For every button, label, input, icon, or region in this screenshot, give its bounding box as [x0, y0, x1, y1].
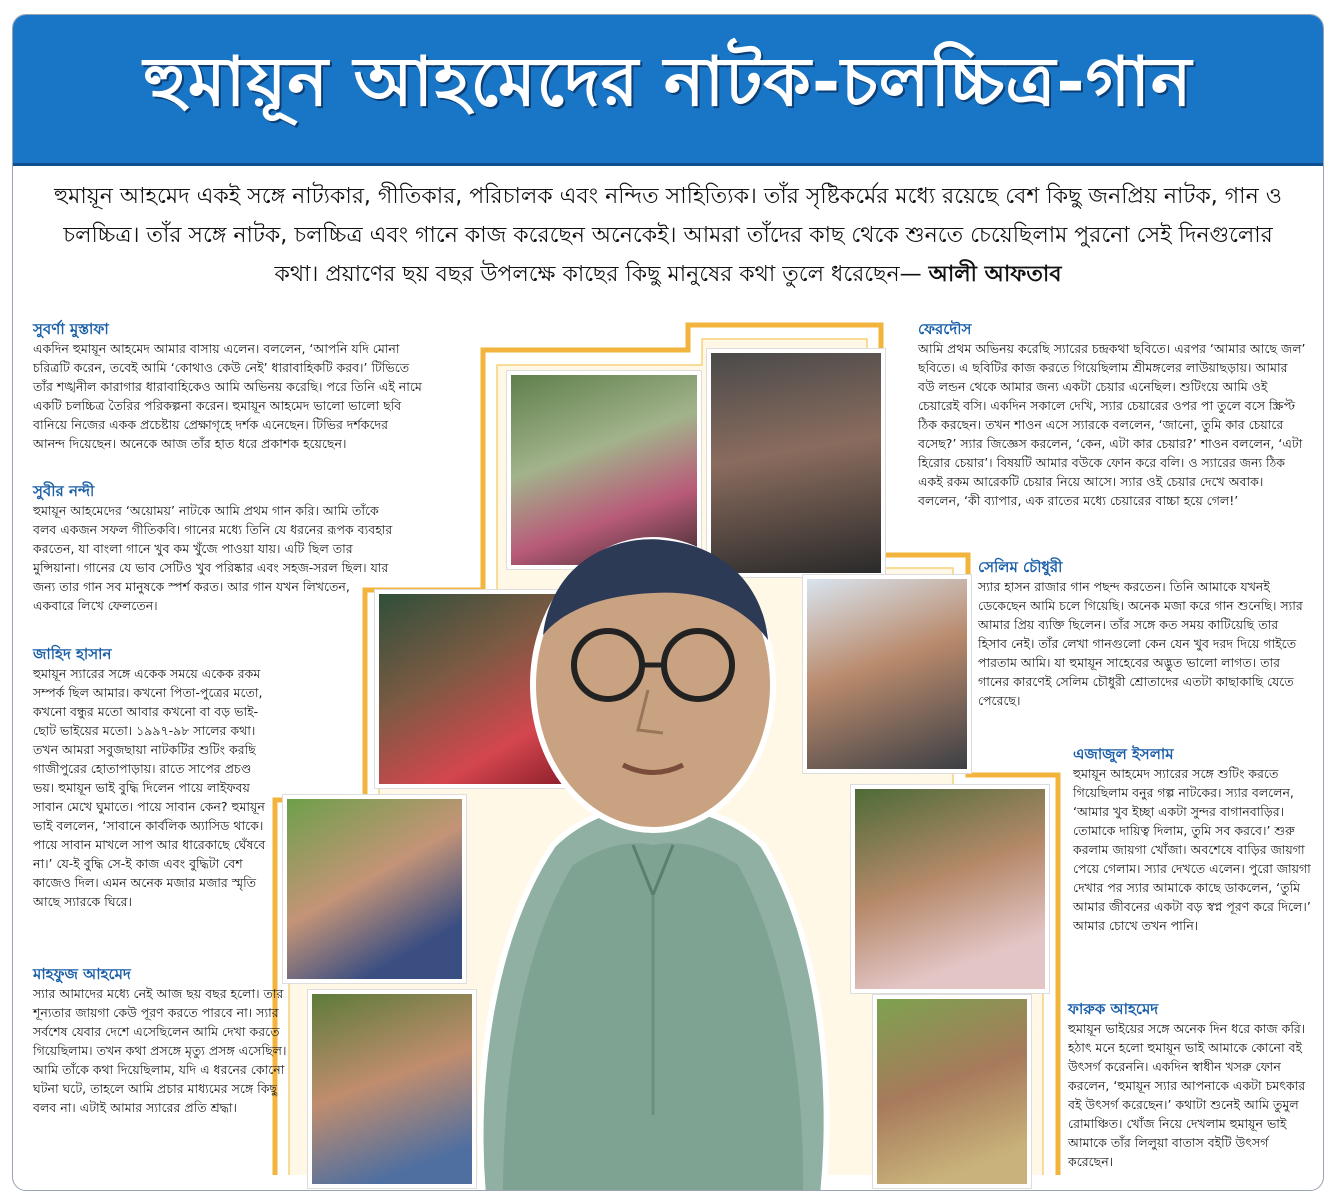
- quote-text: হুমায়ূন স্যারের সঙ্গে একেক সময়ে একেক রকম সম্পর্ক ছিল আমার। কখনো পিতা-পুত্রের মতো, কখনো বন্ধুর মতো আবার কখনো বা বড় ভাই-ছোট ভাইয়ের মতো। ১৯৯৭-৯৮ সালের কথা। তখন আমরা সবুজছায়া নাটকটির শুটিং করছি গাজীপুরের হোতাপাড়ায়। রাতে সাপের প্রচণ্ড ভয়। হুমায়ূন ভাই বুদ্ধি দিলেন পায়ে লাইফবয় সাবান মেখে ঘুমাতে। পায়ে সাবান কেন? হুমায়ূন ভাই বললেন, ‘সাবানে কার্বলিক অ্যাসিড থাকে। পায়ে সাবান মাখলে সাপ আর ধারেকাছে ঘেঁষবে না।’ যে-ই বুদ্ধি সে-ই কাজ এবং বুদ্ধিটা বেশ কাজেও দিল। এমন অনেক মজার মজার স্মৃতি আছে স্যারকে ঘিরে।: [33, 666, 266, 909]
- right-column-2: [978, 553, 1308, 714]
- left-column: [33, 315, 423, 457]
- intro-text: হুমায়ূন আহমেদ একই সঙ্গে নাট্যকার, গীতিকার, পরিচালক এবং নন্দিত সাহিত্যিক। তাঁর সৃষ্টিকর্মের মধ্যে রয়েছে বেশ কিছু জনপ্রিয় নাটক, গান ও চলচ্চিত্র। তাঁর সঙ্গে নাটক, চলচ্চিত্র এবং গানে কাজ করেছেন অনেকেই। আমরা তাঁদের কাছ থেকে শুনতে চেয়েছিলাম পুরনো সেই দিনগুলোর কথা। প্রয়াণের ছয় বছর উপলক্ষে কাছের কিছু মানুষের কথা তুলে ধরেছেন—: [54, 184, 1282, 287]
- person-name: এজাজুল ইসলাম: [1073, 745, 1174, 763]
- person-name: সেলিম চৌধুরী: [978, 558, 1063, 576]
- photo-mahfuz: [308, 990, 476, 1188]
- right-column-3: [1073, 740, 1313, 939]
- left-column-3: [33, 640, 273, 915]
- photo-faruk: [873, 995, 1031, 1188]
- photo-subir: [283, 795, 466, 983]
- quote-text: স্যার হাসন রাজার গান পছন্দ করতেন। তিনি আমাকে যখনই ডেকেছেন আমি চলে গিয়েছি। অনেক মজা করে গান শুনেছি। স্যার আমার প্রিয় ব্যক্তি ছিলেন। তাঁর সঙ্গে কত সময় কাটিয়েছি তার হিসাব নেই। তাঁর লেখা গানগুলো কেন যেন খুব দরদ দিয়ে গাইতে পারতাম আমি। যা হুমায়ূন সাহেবের অদ্ভুত ভালো লাগত। তার গানের কারণেই সেলিম চৌধুরী শ্রোতাদের এতটা কাছাকাছি যেতে পেরেছে।: [978, 579, 1303, 708]
- person-name: জাহিদ হাসান: [33, 645, 112, 663]
- quote-subarna: [33, 319, 423, 453]
- right-column: [918, 315, 1308, 514]
- quote-text: স্যার আমাদের মধ্যে নেই আজ ছয় বছর হলো। তার শূন্যতার জায়গা কেউ পূরণ করতে পারবে না। স্যার সর্বশেষ যেবার দেশে এসেছিলেন আমি দেখা করতে গিয়েছিলাম। তখন কথা প্রসঙ্গে মৃত্যু প্রসঙ্গ এসেছিল। আমি তাঁকে কথা দিয়েছিলাম, যদি এ ধরনের কোনো ঘটনা ঘটে, তাহলে আমি প্রচার মাধ্যমের সঙ্গে কিছু বলব না। এটাই আমার স্যারের প্রতি শ্রদ্ধা।: [33, 986, 287, 1115]
- person-name: ফেরদৌস: [918, 320, 972, 338]
- person-name: ফারুক আহমেদ: [1068, 1000, 1159, 1018]
- right-column-4: [1068, 995, 1313, 1175]
- left-column-4: [33, 960, 303, 1121]
- quote-ferdous: [918, 319, 1308, 510]
- quote-text: হুমায়ূন আহমেদ স্যারের সঙ্গে শুটিং করতে গিয়েছিলাম বনুর গল্প নাটকের। স্যার বললেন, ‘আমার খুব ইচ্ছা একটা সুন্দর বাগানবাড়ির। তোমাকে দায়িত্ব দিলাম, তুমি সব করবে।’ শুরু করলাম জায়গা খোঁজা। অবশেষে বাড়ির জায়গা পেয়ে গেলাম। স্যার দেখতে এলেন। পুরো জায়গা দেখার পর স্যার আমাকে কাছে ডাকলেন, ‘তুমি আমার জীবনের একটা বড় স্বপ্ন পূরণ করে দিলে।’ আমার চোখে তখন পানি।: [1073, 766, 1311, 933]
- quote-text: হুমায়ূন ভাইয়ের সঙ্গে অনেক দিন ধরে কাজ করি। হঠাৎ মনে হলো হুমায়ূন ভাই আমাকে কোনো বই উৎসর্গ করেননি। একদিন স্বাধীন খসরু ফোন করলেন, ‘হুমায়ূন স্যার আপনাকে একটা চমৎকার বই উৎসর্গ করেছেন।’ কথাটা শুনেই আমি তুমুল রোমাঞ্চিত। খোঁজ নিয়ে দেখলাম হুমায়ূন ভাই আমাকে তাঁর লিলুয়া বাতাস বইটি উৎসর্গ করেছেন।: [1068, 1021, 1306, 1169]
- quote-subir: [33, 481, 393, 615]
- person-name: মাহফুজ আহমেদ: [33, 965, 131, 983]
- quote-ejajul: [1073, 744, 1313, 935]
- author-byline: আলী আফতাব: [928, 262, 1062, 287]
- quote-text: একদিন হুমায়ূন আহমেদ আমার বাসায় এলেন। বললেন, ‘আপনি যদি মোনা চরিত্রটি করেন, তবেই আমি ‘কোথাও কেউ নেই’ ধারাবাহিকটি করব।’ টিভিতে তাঁর শঙ্খনীল কারাগার ধারাবাহিকেও আমি অভিনয় করেছি। পরে তিনি এই নামে একটি চলচ্চিত্র তৈরির পরিকল্পনা করেন। হুমায়ূন আহমেদ ভালো ভালো ছবি বানিয়ে নিজের একক প্রচেষ্টায় প্রেক্ষাগৃহে দর্শক এনেছেন। টিভির দর্শকদের আনন্দ দিয়েছেন। অনেকে আজ তাঁর হাত ধরে প্রকাশক হয়েছেন।: [33, 341, 422, 451]
- quote-zahid: [33, 644, 273, 911]
- quote-text: আমি প্রথম অভিনয় করেছি স্যারের চন্দ্রকথা ছবিতে। এরপর ‘আমার আছে জল’ ছবিতে। এ ছবিটির কাজ করতে গিয়েছিলাম শ্রীমঙ্গলের লাউয়াছড়ায়। আমার বউ লন্ডন থেকে আমার জন্য একটা চেয়ার এনেছিল। শুটিংয়ে আমি ওই চেয়ারেই বসি। একদিন সকালে দেখি, স্যার চেয়ারের ওপর পা তুলে বসে স্ক্রিপ্ট ঠিক করছেন। তখন শাওন এসে স্যারকে বললেন, ‘জানো, তুমি কার চেয়ারে বসেছ?’ স্যার জিজ্ঞেস করলেন, ‘কেন, এটা কার চেয়ার?’ শাওন বললেন, ‘এটা হিরোর চেয়ার’। বিষয়টি আমার বউকে ফোন করে বলি। ও স্যারের জন্য ঠিক একই রকম আরেকটি চেয়ার নিয়ে আসে। স্যার ওই চেয়ার দেখে অবাক। বললেন, ‘কী ব্যাপার, এক রাতের মধ্যে চেয়ারের বাচ্চা হয়ে গেল!’: [918, 341, 1306, 508]
- quote-text: হুমায়ূন আহমেদের ‘অয়োময়’ নাটকে আমি প্রথম গান করি। আমি তাঁকে বলব একজন সফল গীতিকবি। গানের মধ্যে তিনি যে ধরনের রূপক ব্যবহার করতেন, যা বাংলা গানে খুব কম খুঁজে পাওয়া যায়। এটি ছিল তার মুন্সিয়ানা। গানের যে ভাব সেটিও খুব পরিষ্কার এবং সহজ-সরল ছিল। যার জন্য তার গান সব মানুষকে স্পর্শ করত। আর গান যখন লিখতেন, একবারে লিখে ফেলতেন।: [33, 503, 393, 613]
- quote-mahfuz: [33, 964, 303, 1117]
- left-column-2: [33, 477, 393, 619]
- person-name: সুবীর নন্দী: [33, 482, 95, 500]
- headline: হুমায়ূন আহমেদের নাটক-চলচ্চিত্র-গান: [143, 43, 1193, 122]
- quote-selim: [978, 557, 1308, 710]
- person-name: সুবর্ণা মুস্তাফা: [33, 320, 109, 338]
- photo-ejajul: [851, 785, 1049, 993]
- newspaper-page: [12, 14, 1324, 1191]
- photo-humayun-ahmed: [463, 515, 843, 1191]
- quote-faruk: [1068, 999, 1313, 1171]
